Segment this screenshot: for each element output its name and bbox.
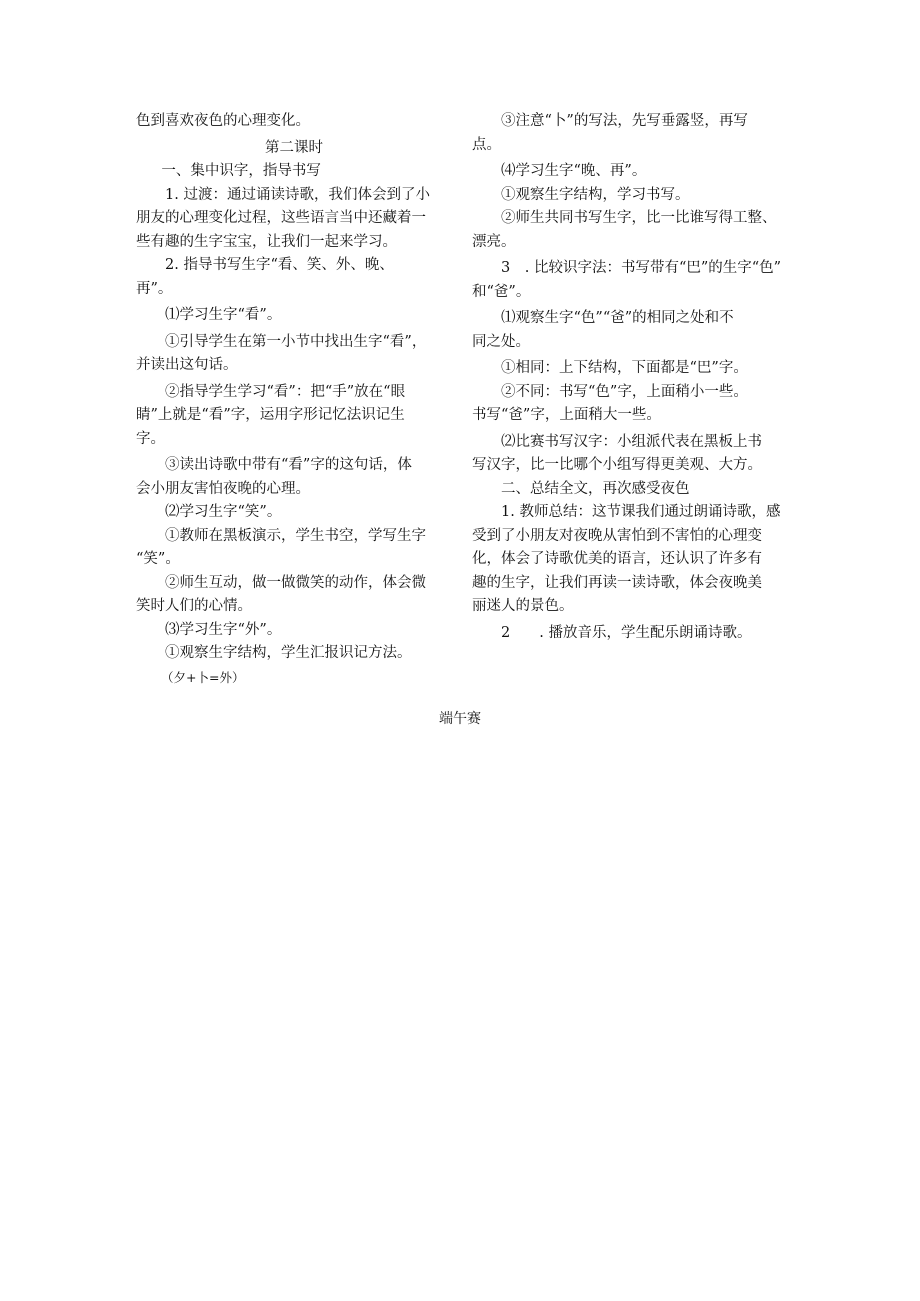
text-line: 趣的生字，让我们再读一读诗歌，体会夜晚美 [472, 574, 762, 591]
formula-line: （夕+卜=外） [161, 669, 245, 685]
text-line: 睛”上就是“看”字，运用字形记忆法识记生 [136, 407, 405, 423]
text-line: ①观察生字结构，学习书写。 [501, 186, 690, 203]
sub-item-heading: ⑴观察生字“色”“爸”的相同之处和不 [501, 310, 734, 326]
section-heading: 二、总结全文，再次感受夜色 [501, 480, 690, 497]
text-line: ①教师在黑板演示，学生书空，学写生字 [165, 527, 426, 544]
text-line: 点。 [472, 136, 501, 153]
text-line: ②不同：书写“色”字，上面稍小一些。 [501, 383, 748, 400]
sub-item-heading: ⑷学习生字“晚、再”。 [501, 163, 647, 179]
text-line: 3 . 比较识字法：书写带有“巴”的生字“色” [501, 260, 782, 276]
text-line: 漂亮。 [472, 233, 516, 250]
text-line: ③注意“卜”的写法，先写垂露竖，再写 [501, 113, 748, 129]
text-line: 再”。 [136, 280, 173, 297]
text-line: ②师生互动，做一做微笑的动作，体会微 [165, 574, 426, 591]
text-line: 笑时人们的心情。 [136, 598, 252, 614]
text-line: ③读出诗歌中带有“看”字的这句话，体 [165, 457, 412, 473]
text-line: 受到了小朋友对夜晚从害怕到不害怕的心理变 [472, 527, 762, 544]
text-line: 2 . 播放音乐，学生配乐朗诵诗歌。 [501, 624, 752, 641]
sub-item-heading: ⑶学习生字“外”。 [165, 621, 282, 638]
sub-item-heading: ⑵学习生字“笑”。 [165, 504, 282, 520]
left-column [136, 110, 452, 689]
text-line: 会小朋友害怕夜晚的心理。 [136, 480, 310, 497]
text-line: 1. 教师总结：这节课我们通过朗诵诗歌，感 [501, 504, 781, 520]
sub-item-heading: ⑵比赛书写汉字：小组派代表在黑板上书 [501, 433, 762, 450]
sub-item-heading: ⑴学习生字“看”。 [165, 307, 282, 323]
section-heading: 一、集中识字，指导书写 [161, 163, 321, 179]
text-line: 些有趣的生字宝宝，让我们一起来学习。 [136, 233, 397, 250]
text-line: 写汉字，比一比哪个小组写得更美观、大方。 [472, 457, 762, 473]
text-line: ①相同：上下结构，下面都是“巴”字。 [501, 360, 748, 376]
text-line: 1. 过渡：通过诵读诗歌，我们体会到了小 [165, 186, 430, 203]
page-footer: 端午赛 [439, 711, 481, 727]
text-line: 和“爸”。 [472, 283, 531, 300]
text-line: ②指导学生学习“看”：把“手”放在“眼 [165, 383, 406, 400]
text-line: 并读出这句话。 [136, 357, 238, 373]
text-line: 字。 [136, 430, 165, 447]
text-line: 同之处。 [472, 333, 530, 350]
text-line: 2. 指导书写生字“看、笑、外、晚、 [165, 257, 394, 273]
text-line: ①引导学生在第一小节中找出生字“看”， [165, 333, 427, 350]
text-line: ②师生共同书写生字，比一比谁写得工整、 [501, 210, 777, 226]
lesson-heading: 第二课时 [265, 139, 323, 156]
text-line: 色到喜欢夜色的心理变化。 [136, 113, 310, 129]
text-line: “笑”。 [136, 551, 180, 567]
text-line: 朋友的心理变化过程，这些语言当中还藏着一 [136, 210, 426, 226]
right-column [472, 110, 788, 645]
text-line: 丽迷人的景色。 [472, 598, 574, 614]
text-line: ①观察生字结构，学生汇报识记方法。 [165, 645, 412, 661]
text-line: 书写“爸”字，上面稍大一些。 [472, 407, 661, 423]
text-line: 化，体会了诗歌优美的语言，还认识了许多有 [472, 551, 762, 567]
